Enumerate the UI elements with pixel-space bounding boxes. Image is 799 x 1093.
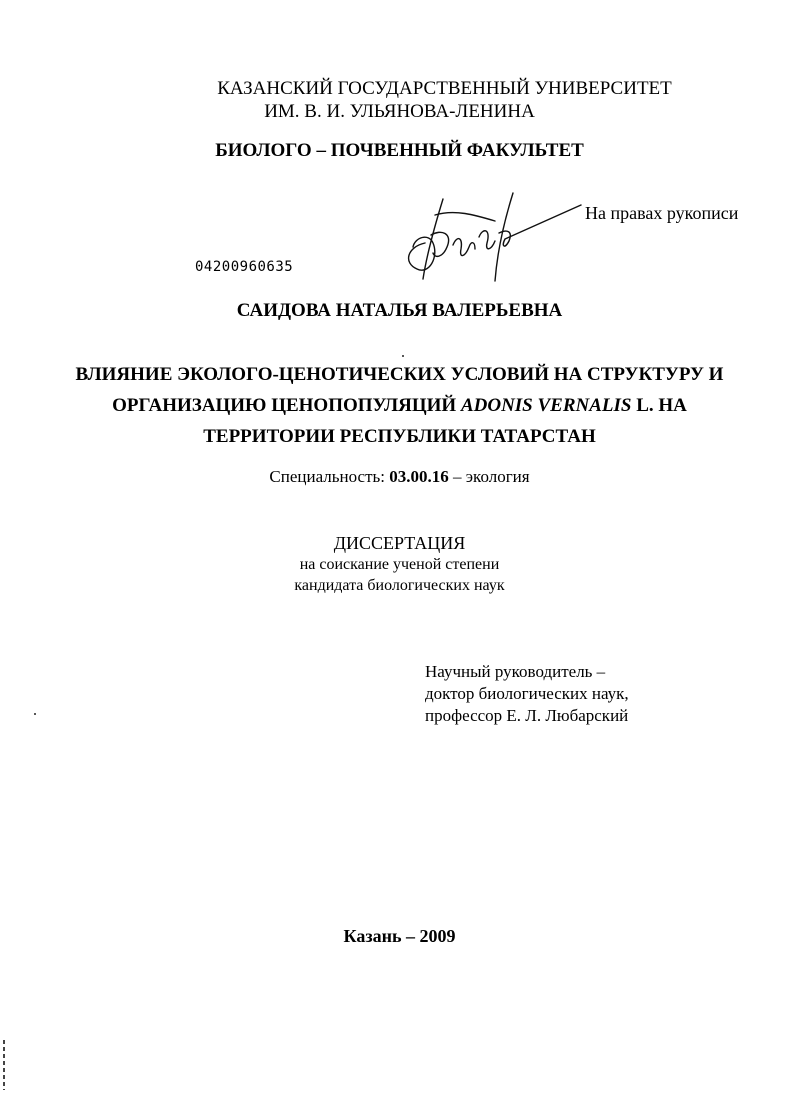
- specialty-label: Специальность:: [269, 467, 390, 486]
- thesis-title-line-2-start: ОРГАНИЗАЦИЮ ЦЕНОПОПУЛЯЦИЙ: [112, 395, 461, 416]
- handwritten-signature: [395, 185, 585, 285]
- city-and-year: Казань – 2009: [343, 926, 456, 946]
- specialty-code: 03.00.16: [389, 467, 449, 486]
- degree-line-1: на соискание ученой степени: [299, 556, 500, 573]
- faculty-name: БИОЛОГО – ПОЧВЕННЫЙ ФАКУЛЬТЕТ: [215, 140, 584, 161]
- specialty-line: [0, 467, 799, 487]
- stray-dot: [34, 713, 36, 715]
- scan-edge-mark: [3, 1040, 5, 1090]
- author-name: САИДОВА НАТАЛЬЯ ВАЛЕРЬЕВНА: [236, 300, 563, 321]
- university-name-line-2: ИМ. В. И. УЛЬЯНОВА-ЛЕНИНА: [264, 101, 535, 122]
- thesis-title-line-2-end: L. НА: [631, 395, 687, 416]
- dissertation-heading: ДИССЕРТАЦИЯ: [333, 533, 466, 553]
- thesis-title-line-2: [0, 395, 799, 417]
- species-name: ADONIS VERNALIS: [460, 395, 632, 416]
- supervisor-label: Научный руководитель –: [425, 662, 606, 681]
- degree-line-2: кандидата биологических наук: [294, 577, 505, 594]
- stray-dot: [402, 355, 404, 357]
- thesis-title-line-3: ТЕРРИТОРИИ РЕСПУБЛИКИ ТАТАРСТАН: [203, 426, 596, 447]
- thesis-title-line-1: ВЛИЯНИЕ ЭКОЛОГО-ЦЕНОТИЧЕСКИХ УСЛОВИЙ НА СТРУКТУРУ И: [75, 364, 724, 385]
- document-number: 04200960635: [195, 259, 294, 275]
- specialty-name: – экология: [448, 467, 530, 486]
- supervisor-degree: доктор биологических наук,: [425, 684, 629, 703]
- supervisor-name: профессор Е. Л. Любарский: [425, 706, 629, 725]
- manuscript-rights-note: На правах рукописи: [585, 203, 739, 223]
- university-name-line-1: КАЗАНСКИЙ ГОСУДАРСТВЕННЫЙ УНИВЕРСИТЕТ: [217, 78, 672, 99]
